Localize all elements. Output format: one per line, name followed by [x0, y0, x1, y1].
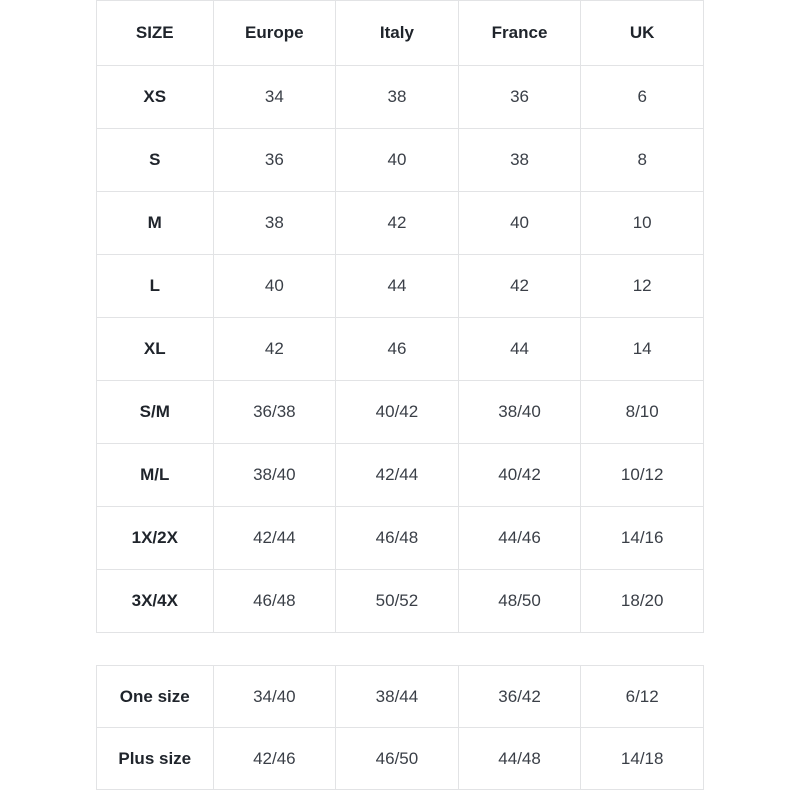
- row-label: One size: [97, 666, 214, 728]
- cell-europe: 34/40: [213, 666, 336, 728]
- cell-europe: 42/46: [213, 728, 336, 790]
- table-row: [97, 318, 704, 381]
- column-header-europe: Europe: [213, 1, 336, 66]
- table-row: [97, 507, 704, 570]
- column-header-france: France: [458, 1, 581, 66]
- row-label: 1X/2X: [97, 507, 214, 570]
- cell-uk: 6/12: [581, 666, 704, 728]
- cell-france: 40: [458, 192, 581, 255]
- cell-italy: 44: [336, 255, 459, 318]
- cell-europe: 46/48: [213, 570, 336, 633]
- cell-italy: 42: [336, 192, 459, 255]
- row-label: XS: [97, 66, 214, 129]
- cell-europe: 38/40: [213, 444, 336, 507]
- table-row: [97, 255, 704, 318]
- row-label: XL: [97, 318, 214, 381]
- column-header-uk: UK: [581, 1, 704, 66]
- cell-uk: 12: [581, 255, 704, 318]
- cell-france: 44/48: [458, 728, 581, 790]
- cell-uk: 6: [581, 66, 704, 129]
- table-row: [97, 192, 704, 255]
- cell-europe: 34: [213, 66, 336, 129]
- cell-italy: 40: [336, 129, 459, 192]
- cell-europe: 36/38: [213, 381, 336, 444]
- row-label: M/L: [97, 444, 214, 507]
- cell-france: 40/42: [458, 444, 581, 507]
- table-body: [97, 666, 704, 790]
- header-row: [97, 1, 704, 66]
- row-label: 3X/4X: [97, 570, 214, 633]
- cell-europe: 38: [213, 192, 336, 255]
- cell-uk: 10/12: [581, 444, 704, 507]
- cell-france: 36/42: [458, 666, 581, 728]
- row-label: S/M: [97, 381, 214, 444]
- cell-italy: 46/50: [336, 728, 459, 790]
- cell-uk: 14/18: [581, 728, 704, 790]
- row-label: L: [97, 255, 214, 318]
- cell-france: 44: [458, 318, 581, 381]
- cell-italy: 38/44: [336, 666, 459, 728]
- cell-europe: 42/44: [213, 507, 336, 570]
- cell-italy: 46/48: [336, 507, 459, 570]
- table-divider-space: [96, 633, 704, 665]
- cell-france: 38: [458, 129, 581, 192]
- cell-italy: 50/52: [336, 570, 459, 633]
- cell-europe: 40: [213, 255, 336, 318]
- size-conversion-table: [96, 0, 704, 633]
- cell-france: 42: [458, 255, 581, 318]
- cell-italy: 42/44: [336, 444, 459, 507]
- table-row: [97, 444, 704, 507]
- table-row: [97, 66, 704, 129]
- column-header-size: SIZE: [97, 1, 214, 66]
- cell-france: 44/46: [458, 507, 581, 570]
- one-size-table: [96, 665, 704, 790]
- cell-europe: 42: [213, 318, 336, 381]
- cell-uk: 18/20: [581, 570, 704, 633]
- cell-uk: 14/16: [581, 507, 704, 570]
- row-label: S: [97, 129, 214, 192]
- column-header-italy: Italy: [336, 1, 459, 66]
- row-label: M: [97, 192, 214, 255]
- cell-europe: 36: [213, 129, 336, 192]
- cell-uk: 10: [581, 192, 704, 255]
- table-row: [97, 666, 704, 728]
- cell-italy: 38: [336, 66, 459, 129]
- table-header: [97, 1, 704, 66]
- cell-uk: 14: [581, 318, 704, 381]
- cell-italy: 40/42: [336, 381, 459, 444]
- cell-italy: 46: [336, 318, 459, 381]
- table-body: [97, 66, 704, 633]
- cell-france: 36: [458, 66, 581, 129]
- cell-france: 48/50: [458, 570, 581, 633]
- table-row: [97, 381, 704, 444]
- cell-uk: 8/10: [581, 381, 704, 444]
- cell-france: 38/40: [458, 381, 581, 444]
- table-row: [97, 129, 704, 192]
- table-row: [97, 728, 704, 790]
- row-label: Plus size: [97, 728, 214, 790]
- table-row: [97, 570, 704, 633]
- cell-uk: 8: [581, 129, 704, 192]
